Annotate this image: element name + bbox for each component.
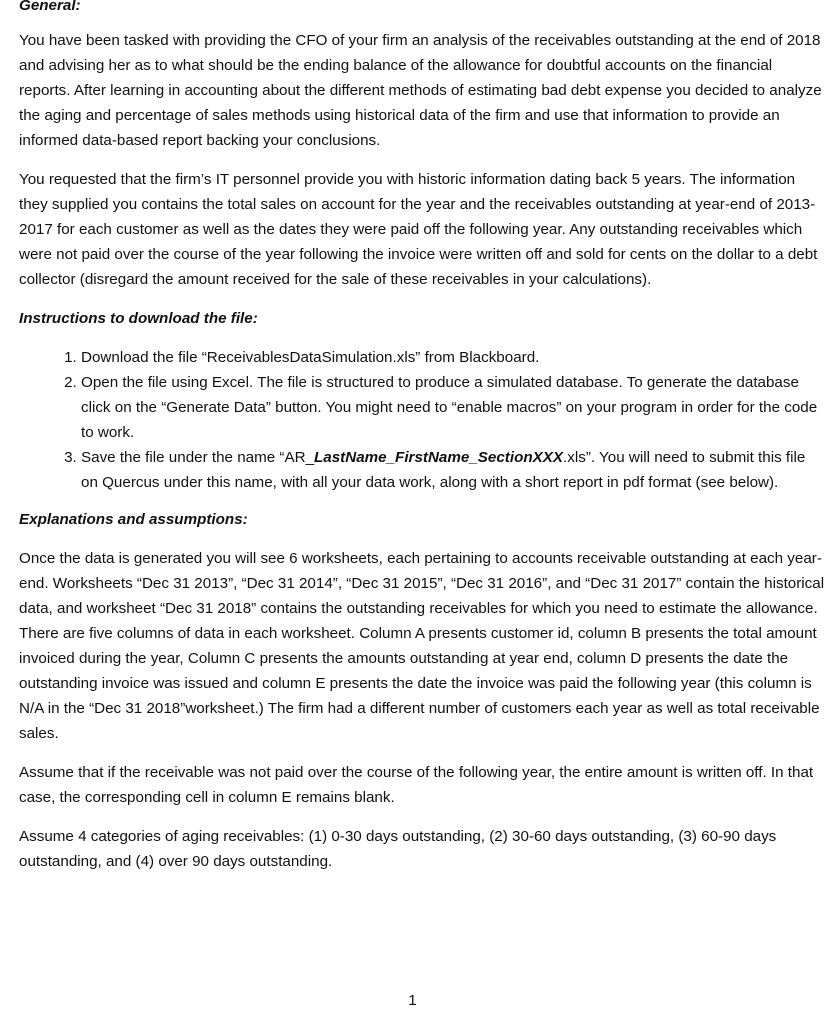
paragraph-general-1: You have been tasked with providing the CFO of your firm an analysis of the receivables outstanding at the end of 2018 and advising her as to what should be the ending balance of the allowance for doubtful accounts on the financial reports. After learning in accounting about the different methods of estimating bad debt expense you decided to analyze the aging and percentage of sales methods using historical data of the firm and use that information to provide an informed data-based report backing your conclusions. bbox=[19, 32, 822, 149]
list-item: 1. Download the file “ReceivablesDataSimulation.xls” from Blackboard. bbox=[81, 345, 825, 370]
list-item: 2. Open the file using Excel. The file is structured to produce a simulated database. To generate the database click on the “Generate Data” button. You might need to “enable macros” on your program in order for the code to work. bbox=[81, 370, 825, 445]
instructions-list bbox=[19, 345, 825, 495]
item3-text-after: .xls”. You will need to submit this file on Quercus under this name, with all your data work, along with a short report in pdf format (see below). bbox=[81, 449, 806, 491]
list-item bbox=[81, 445, 825, 495]
paragraph-explanations-2: Assume that if the receivable was not paid over the course of the following year, the entire amount is written off. In that case, the corresponding cell in column E remains blank. bbox=[19, 764, 814, 806]
page-number: 1 bbox=[408, 992, 417, 1009]
item3-filename-emphasis: LastName_FirstName_SectionXXX bbox=[314, 449, 564, 466]
paragraph-general-2: You requested that the firm’s IT personnel provide you with historic information dating back 5 years. The information they supplied you contains the total sales on account for the year and the receivables outstanding at year-end of 2013-2017 for each customer as well as the dates they were paid off the following year. Any outstanding receivables which were not paid over the course of the year following the invoice were written off and sold for cents on the dollar to a debt collector (disregard the amount received for the sale of these receivables in your calculations). bbox=[19, 171, 818, 288]
heading-general: General: bbox=[19, 0, 81, 14]
paragraph-explanations-3: Assume 4 categories of aging receivables: (1) 0-30 days outstanding, (2) 30-60 days outstanding, (3) 60-90 days outstanding, and (4) over 90 days outstanding. bbox=[19, 828, 777, 870]
heading-explanations: Explanations and assumptions: bbox=[19, 511, 248, 528]
item3-text-before: Save the file under the name “AR_ bbox=[81, 449, 315, 466]
heading-instructions: Instructions to download the file: bbox=[19, 310, 258, 327]
paragraph-explanations-1: Once the data is generated you will see 6 worksheets, each pertaining to accounts receivable outstanding at each year-end. Worksheets “Dec 31 2013”, “Dec 31 2014”, “Dec 31 2015”, “Dec 31 2016”, and “Dec 31 2017” contain the historical data, and worksheet “Dec 31 2018” contains the outstanding receivables for which you need to estimate the allowance. There are five columns of data in each worksheet. Column A presents customer id, column B presents the total amount invoiced during the year, Column C presents the amounts outstanding at year end, column D presents the date the outstanding invoice was issued and column E presents the date the invoice was paid the following year (this column is N/A in the “Dec 31 2018”worksheet.) The firm had a different number of customers each year as well as total receivable sales. bbox=[19, 550, 825, 742]
document-page bbox=[19, 0, 825, 874]
